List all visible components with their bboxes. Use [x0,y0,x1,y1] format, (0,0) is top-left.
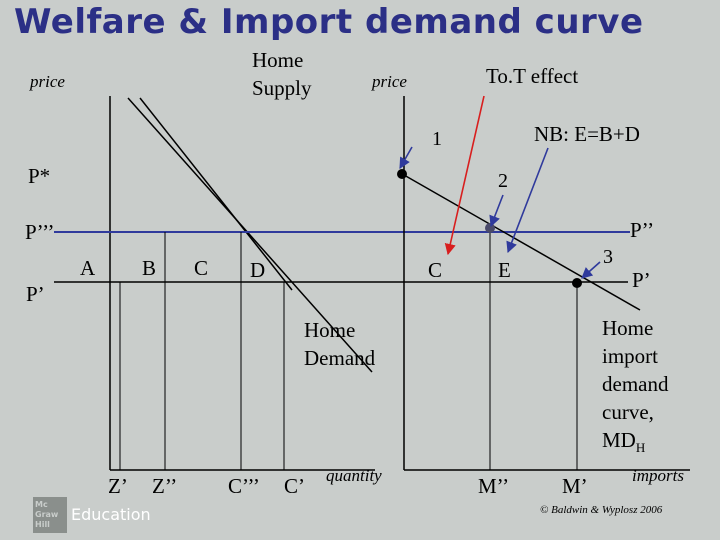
area-e-label: E [498,258,511,282]
m-double-label: M’’ [478,474,510,498]
p-star-label: P* [28,164,51,188]
point-1-arrow [400,147,412,168]
publisher-logo-text: Mc Graw Hill [35,500,59,529]
p-prime-label-right: P’ [632,268,651,292]
area-c-label-left: C [194,256,209,280]
area-d-label: D [250,258,266,282]
import-demand-label-subscript: H [635,440,646,456]
point-3-arrow [582,262,600,278]
home-demand-label: Home Demand [304,318,376,370]
publisher-logo-education: Education [71,505,151,524]
import-demand-curve [404,175,640,310]
z-double-label: Z’’ [152,474,178,498]
tot-effect-arrow [448,96,484,254]
point-2-label: 2 [498,170,508,192]
area-b-label: B [142,256,157,280]
point-1-label: 1 [432,128,442,150]
p-triple-label: P’’’ [25,220,55,244]
c-prime-label: C’ [284,474,305,498]
left-price-axis-label: price [30,72,65,91]
home-supply-curve [140,98,292,290]
import-demand-label [602,314,686,462]
point-1 [397,169,407,179]
quantity-axis-label: quantity [326,466,382,485]
p-double-label: P’’ [630,218,655,242]
point-2 [485,223,495,233]
nb-arrow [508,148,548,252]
p-prime-label-left: P’ [26,282,45,306]
right-price-axis-label: price [372,72,407,91]
home-supply-label: Home Supply [252,48,312,100]
c-triple-label: C’’’ [228,474,260,498]
m-prime-label: M’ [562,474,588,498]
area-a-label: A [80,256,96,280]
tot-effect-label: To.T effect [486,64,579,88]
imports-axis-label: imports [632,466,684,485]
point-3-label: 3 [603,246,613,268]
slide-title: Welfare & Import demand curve [14,2,644,42]
import-demand-label-text: Home import demand curve, MD [602,316,669,452]
nb-label: NB: E=B+D [534,122,640,146]
area-c-label-right: C [428,258,443,282]
copyright-notice: © Baldwin & Wyplosz 2006 [540,504,663,516]
publisher-logo-mark [33,497,67,533]
point-2-arrow [491,195,503,226]
z-prime-label: Z’ [108,474,128,498]
point-3 [572,278,582,288]
